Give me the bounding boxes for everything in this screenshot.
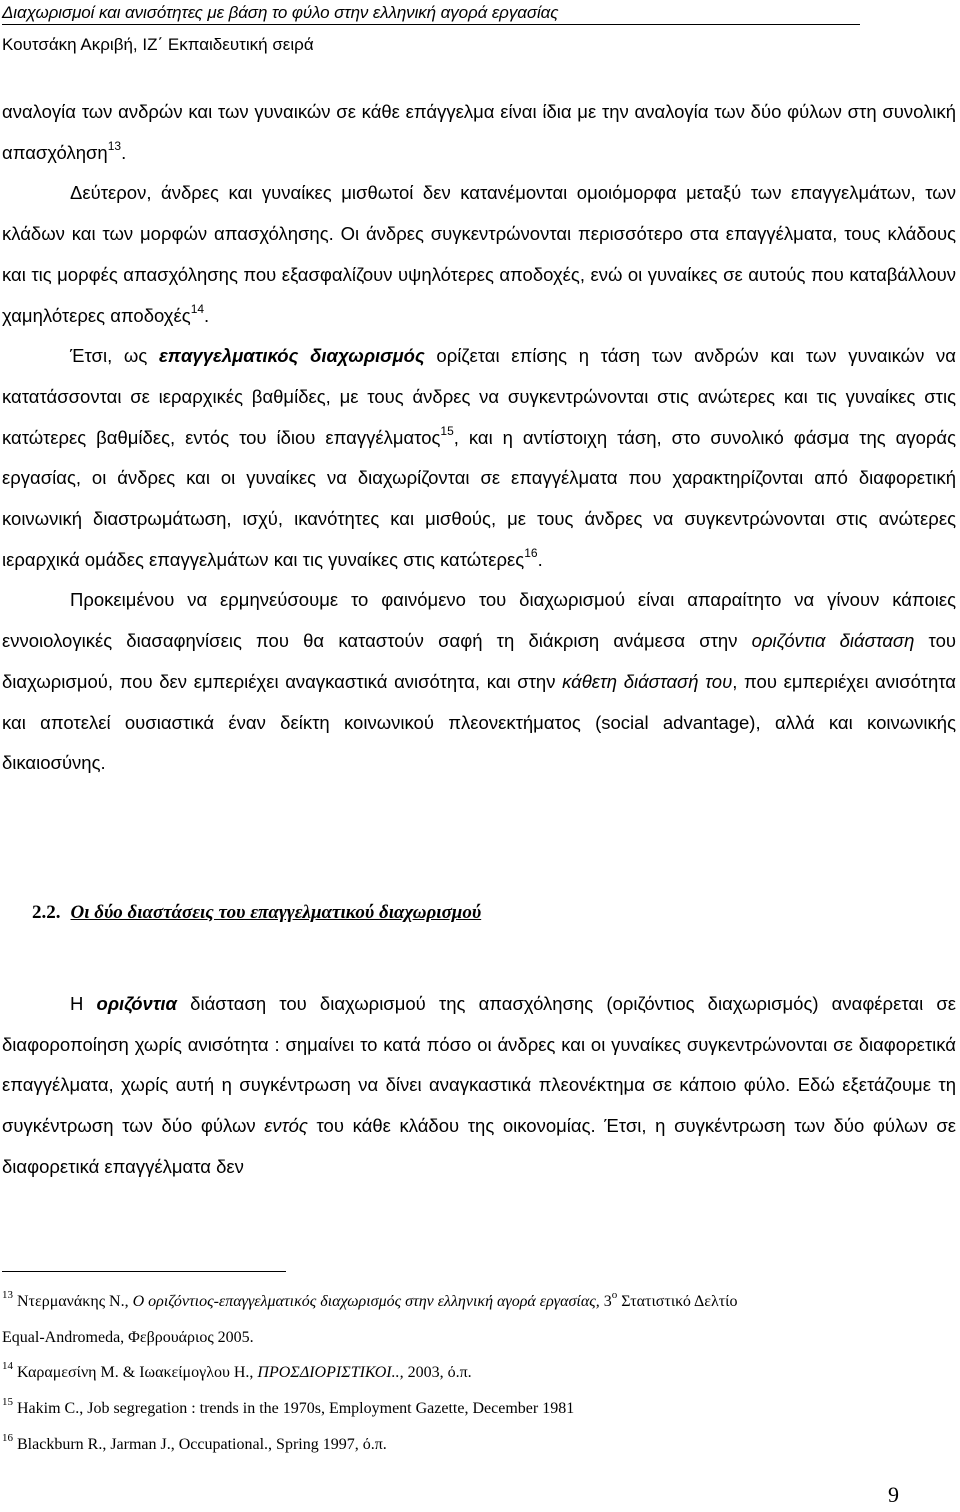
emphasis: Ο οριζόντιος-επαγγελματικός διαχωρισμός στην ελληνική αγορά εργασίας,: [132, 1293, 600, 1310]
text-run: Blackburn R., Jarman J., Occupational., Spring 1997, ό.π.: [13, 1435, 387, 1453]
text-run: .: [121, 141, 127, 163]
page-number: 9: [888, 1482, 899, 1507]
footnote-16: [2, 1427, 958, 1463]
paragraph: [2, 984, 956, 1188]
footnote-ref: 16: [524, 545, 538, 560]
text-run: Έτσι, ως: [70, 345, 159, 367]
ordinal-mark: ο: [611, 1289, 618, 1301]
footnote-13: [2, 1284, 958, 1320]
text-run: , που εμπεριέχει ανισότητα και αποτελεί ουσιαστικά έναν δείκτη κοινωνικού πλεονεκτήματος (social advantage), αλλά και κοινωνικής δικαιοσύνης.: [2, 670, 956, 774]
emphasis: εντός: [264, 1115, 308, 1137]
footnote-number: 13: [2, 1289, 13, 1301]
footnote-ref: 14: [190, 301, 205, 316]
text-run: , και η αντίστοιχη τάση, στο συνολικό φάσμα της αγοράς εργασίας, οι άνδρες και οι γυναίκες να διαχωρίζονται σε επαγγέλματα που χαρακτηρίζονται από διαφορετική κοινωνική διαστρωμάτωση, ισχύ, ικανότητες και μισθούς, με τους άνδρες να συγκεντρώνονται στις ανώτερες ιεραρχικά ομάδες επαγγελμάτων και τις γυναίκες στις κατώτερες: [2, 426, 956, 570]
text-run: Δεύτερον, άνδρες και γυναίκες μισθωτοί δεν κατανέμονται ομοιόμορφα μεταξύ των επαγγελμάτων, των κλάδων και των μορφών απασχόλησης. Οι άνδρες συγκεντρώνονται περισσότερο στα επαγγέλματα, τους κλάδους και τις μορφές απασχόλησης που εξασφαλίζουν υψηλότερες αποδοχές, ενώ οι γυναίκες σε αυτούς που καταβάλλουν χαμηλότερες αποδοχές: [2, 182, 956, 326]
section-heading: [32, 900, 481, 926]
section-text: [2, 984, 956, 1188]
emphasis: οριζόντια: [96, 993, 178, 1014]
section-title: Οι δύο διαστάσεις του επαγγελματικού διαχωρισμού: [70, 902, 482, 923]
text-run: 2003, ό.π.: [403, 1364, 472, 1382]
footnote-15: [2, 1391, 958, 1427]
running-header-title: Διαχωρισμοί και ανισότητες με βάση το φύλο στην ελληνική αγορά εργασίας: [2, 2, 860, 25]
text-run: του διαχωρισμού, που δεν εμπεριέχει αναγκαστικά ανισότητα, και στην: [2, 630, 957, 692]
paragraph: [2, 92, 956, 173]
text-run: ορίζεται επίσης η τάση των ανδρών και των γυναικών να κατατάσσονται σε ιεραρχικές βαθμίδες, με τους άνδρες να συγκεντρώνονται στις ανώτερες και τις γυναίκες στις κατώτερες βαθμίδες, εντός του ίδιου επαγγέλματος: [2, 345, 956, 448]
footnote-separator: [2, 1271, 286, 1272]
emphasis: ΠΡΟΣΔΙΟΡΙΣΤΙΚΟΙ..,: [257, 1364, 404, 1382]
text-run: 3: [599, 1293, 612, 1310]
footnote-number: 14: [2, 1360, 13, 1373]
footnote-ref: 13: [107, 138, 122, 153]
main-text: [2, 92, 956, 784]
footnote-ref: 15: [440, 423, 454, 438]
footnote-13-continued: Equal-Andromeda, Φεβρουάριος 2005.: [2, 1328, 254, 1346]
text-run: Καραμεσίνη Μ. & Ιωακείμογλου Η.,: [13, 1364, 258, 1382]
text-run: .: [537, 548, 543, 570]
text-run: Ντερμανάκης Ν.,: [13, 1293, 133, 1310]
footnote-number: 15: [2, 1396, 13, 1409]
text-run: διάσταση του διαχωρισμού της απασχόλησης (οριζόντιος διαχωρισμός) αναφέρεται σε διαφοροποίηση χωρίς ανισότητα : σημαίνει το κατά πόσο οι άνδρες και οι γυναίκες συγκεντρώνονται σε διαφορετικά επαγγέλματα, χωρίς αυτή η συγκέντρωση να δίνει αναγκαστικά πλεονέκτημα σε κάποιο φύλο. Εδώ εξετάζουμε τη συγκέντρωση των δύο φύλων: [2, 993, 956, 1137]
emphasis: επαγγελματικός διαχωρισμός: [158, 345, 425, 367]
emphasis: οριζόντια διάσταση: [751, 630, 915, 652]
paragraph: [2, 173, 956, 336]
text-run: Hakim C., Job segregation : trends in the 1970s, Employment Gazette, December 1981: [13, 1400, 575, 1418]
emphasis: κάθετη διάστασή του: [562, 670, 733, 692]
text-run: Προκειμένου να ερμηνεύσουμε το φαινόμενο του διαχωρισμού είναι απαραίτητο να γίνουν κάποιες εννοιολογικές διασαφηνίσεις που θα καταστούν σαφή τη διάκριση ανάμεσα στην: [2, 589, 956, 652]
running-header-subtitle: Κουτσάκη Ακριβή, ΙΖ΄ Εκπαιδευτική σειρά: [2, 35, 314, 54]
footnotes: [2, 1284, 958, 1463]
text-run: αναλογία των ανδρών και των γυναικών σε κάθε επάγγελμα είναι ίδια με την αναλογία των δύο φύλων στη συνολική απασχόληση: [2, 101, 956, 163]
text-run: του κάθε κλάδου της οικονομίας. Έτσι, η συγκέντρωση των δύο φύλων σε διαφορετικά επαγγέλματα δεν: [2, 1115, 957, 1177]
text-run: Στατιστικό Δελτίο: [617, 1293, 738, 1310]
paragraph: [2, 336, 956, 580]
paragraph: [2, 580, 956, 784]
footnote-14: [2, 1355, 958, 1391]
section-number: 2.2.: [32, 902, 61, 923]
text-run: .: [204, 304, 210, 326]
text-run: Η: [70, 993, 97, 1014]
footnote-number: 16: [2, 1431, 13, 1444]
